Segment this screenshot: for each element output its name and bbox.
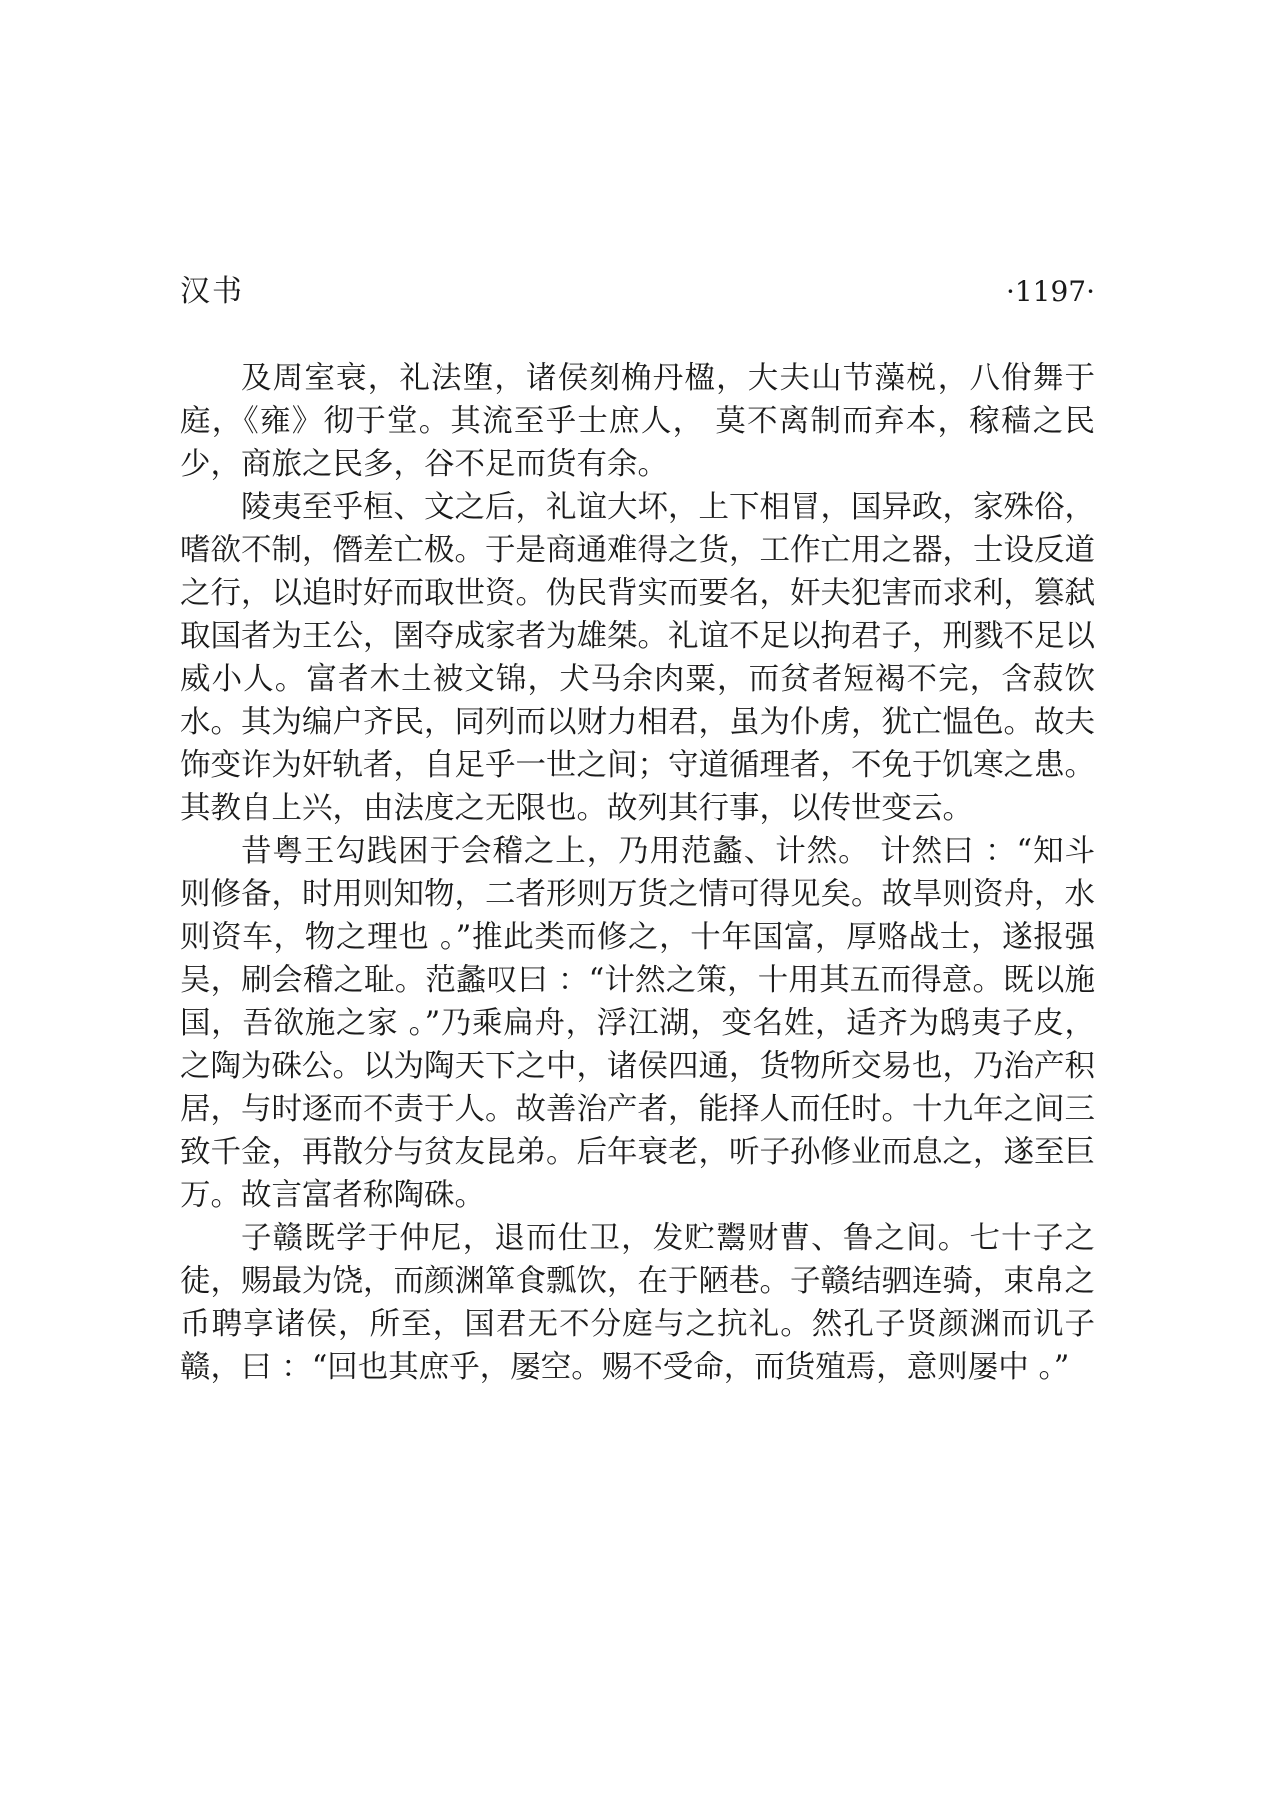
paragraph-4: 子赣既学于仲尼，退而仕卫，发贮鬻财曹、鲁之间。七十子之徒，赐最为饶，而颜渊箪食瓢饮，在于陋巷。子赣结驷连骑，束帛之币聘享诸侯，所至，国君无不分庭与之抗礼。然孔子贤颜渊而讥子赣，曰 ：“回也其庶乎，屡空。赐不受命，而货殖焉，意则屡中 。” xyxy=(180,1221,1095,1385)
running-head xyxy=(180,270,1095,314)
page-number: ·1197· xyxy=(1005,275,1095,308)
paragraph-1: 及周室衰，礼法堕，诸侯刻桷丹楹，大夫山节藻棁，八佾舞于庭，《雍》彻于堂。其流至乎士庶人， 莫不离制而弃本，稼穑之民少，商旅之民多，谷不足而货有余。 xyxy=(180,361,1095,482)
book-title: 汉书 xyxy=(180,274,244,309)
paragraph-3: 昔粤王勾践困于会稽之上，乃用范蠡、计然。 计然曰 ：“知斗则修备，时用则知物，二者形则万货之情可得见矣。故旱则资舟，水则资车，物之理也 。”推此类而修之，十年国富，厚赂战士，遂报强吴，刷会稽之耻。范蠡叹曰 ：“计然之策，十用其五而得意。既以施国，吾欲施之家 。”乃乘扁舟，浮江湖，变名姓，适齐为鸱夷子皮，之陶为硃公。以为陶天下之中，诸侯四通，货物所交易也，乃治产积居，与时逐而不责于人。故善治产者，能择人而任时。十九年之间三致千金，再散分与贫友昆弟。后年衰老，听子孙修业而息之，遂至巨万。故言富者称陶硃。 xyxy=(180,834,1095,1213)
paragraph-2: 陵夷至乎桓、文之后，礼谊大坏，上下相冒，国异政，家殊俗，嗜欲不制，僭差亡极。于是商通难得之货，工作亡用之器，士设反道之行，以追时好而取世资。伪民背实而要名，奸夫犯害而求利，篡弑取国者为王公，圉夺成家者为雄桀。礼谊不足以拘君子，刑戮不足以威小人。富者木土被文锦，犬马余肉粟，而贫者短褐不完，含菽饮水。其为编户齐民，同列而以财力相君，虽为仆虏，犹亡愠色。故夫饰变诈为奸轨者，自足乎一世之间；守道循理者，不免于饥寒之患。其教自上兴，由法度之无限也。故列其行事，以传世变云。 xyxy=(180,490,1095,826)
body-text xyxy=(180,357,1095,1389)
